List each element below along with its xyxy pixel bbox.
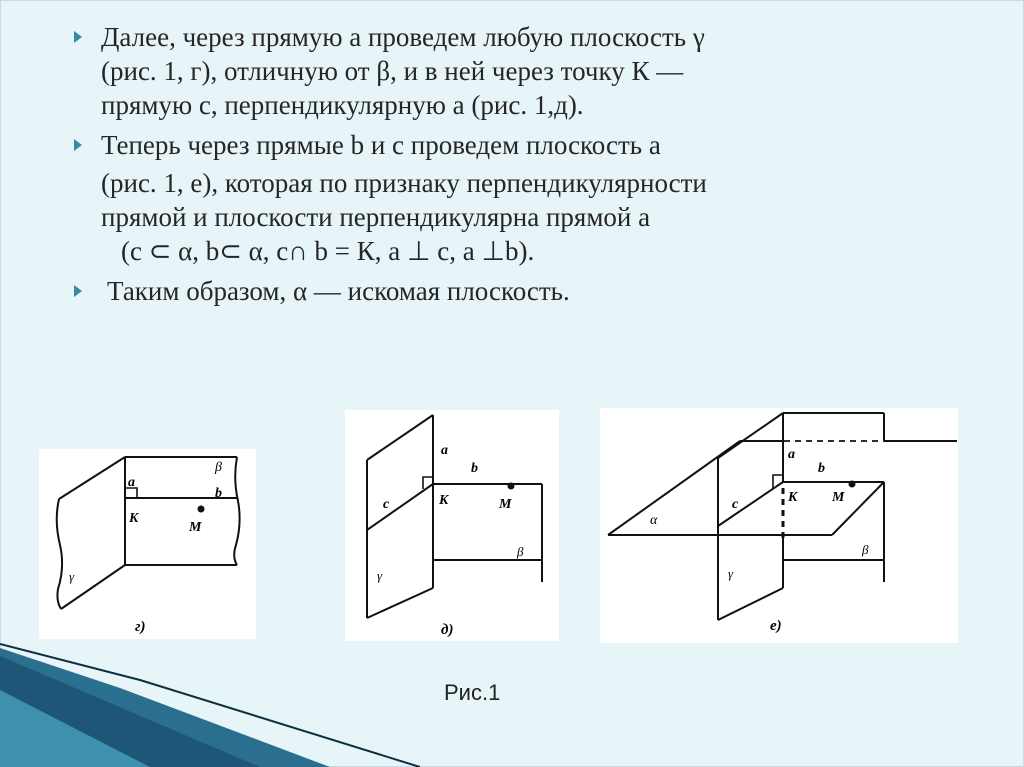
- figure-d-drawing: [345, 410, 559, 641]
- figure-e: [600, 408, 958, 643]
- bullet-3: [66, 274, 966, 308]
- label-K: K: [129, 511, 139, 526]
- label-c: c: [383, 497, 390, 512]
- label-K: K: [439, 493, 449, 508]
- bullet-arrow-icon: [74, 285, 82, 297]
- label-gamma: γ: [377, 568, 383, 583]
- figure-caption: Рис.1: [444, 680, 501, 705]
- label-M: M: [499, 497, 512, 512]
- label-gamma: γ: [69, 569, 75, 584]
- label-M: M: [189, 520, 202, 535]
- label-b: b: [471, 461, 478, 476]
- bullet-2: [66, 128, 966, 268]
- label-alpha: α: [650, 513, 658, 528]
- label-b: b: [818, 461, 825, 476]
- figure-caption-g: г): [135, 619, 146, 635]
- text-line: Далее, через прямую а проведем любую плоскость γ: [101, 22, 705, 52]
- label-a: a: [441, 443, 448, 458]
- bullet-1: [66, 20, 966, 122]
- label-M: M: [832, 490, 845, 505]
- label-a: a: [128, 475, 135, 490]
- text-line: Таким образом, α — искомая плоскость.: [107, 276, 570, 306]
- text-line: (рис. 1, е), которая по признаку перпендикулярности: [101, 168, 707, 198]
- label-beta: β: [862, 542, 869, 557]
- bullet-arrow-icon: [74, 139, 82, 151]
- figure-g-drawing: [39, 449, 256, 639]
- text-line: прямую с, перпендикулярную а (рис. 1,д).: [101, 90, 584, 120]
- text-line: Теперь через прямые b и с проведем плоскость а: [101, 130, 661, 160]
- label-a: a: [788, 447, 795, 462]
- text-line: прямой и плоскости перпендикулярна прямой а: [101, 202, 651, 232]
- label-c: c: [732, 497, 739, 512]
- text-line: (рис. 1, г), отличную от β, и в ней через точку К —: [101, 56, 684, 86]
- bullet-arrow-icon: [74, 31, 82, 43]
- label-beta: β: [517, 544, 524, 559]
- figure-caption-e: е): [770, 618, 782, 634]
- figure-caption-d: д): [441, 622, 454, 638]
- figure-g: [39, 449, 256, 639]
- label-beta: β: [215, 460, 222, 475]
- figure-d: [345, 410, 559, 641]
- label-K: K: [788, 490, 798, 505]
- slide-text: [66, 20, 966, 308]
- text-line: (с ⊂ α, b⊂ α, с∩ b = К, а ⊥ с, а ⊥b).: [121, 236, 535, 266]
- label-gamma: γ: [728, 566, 734, 581]
- label-b: b: [215, 486, 222, 501]
- figure-e-drawing: [600, 408, 958, 643]
